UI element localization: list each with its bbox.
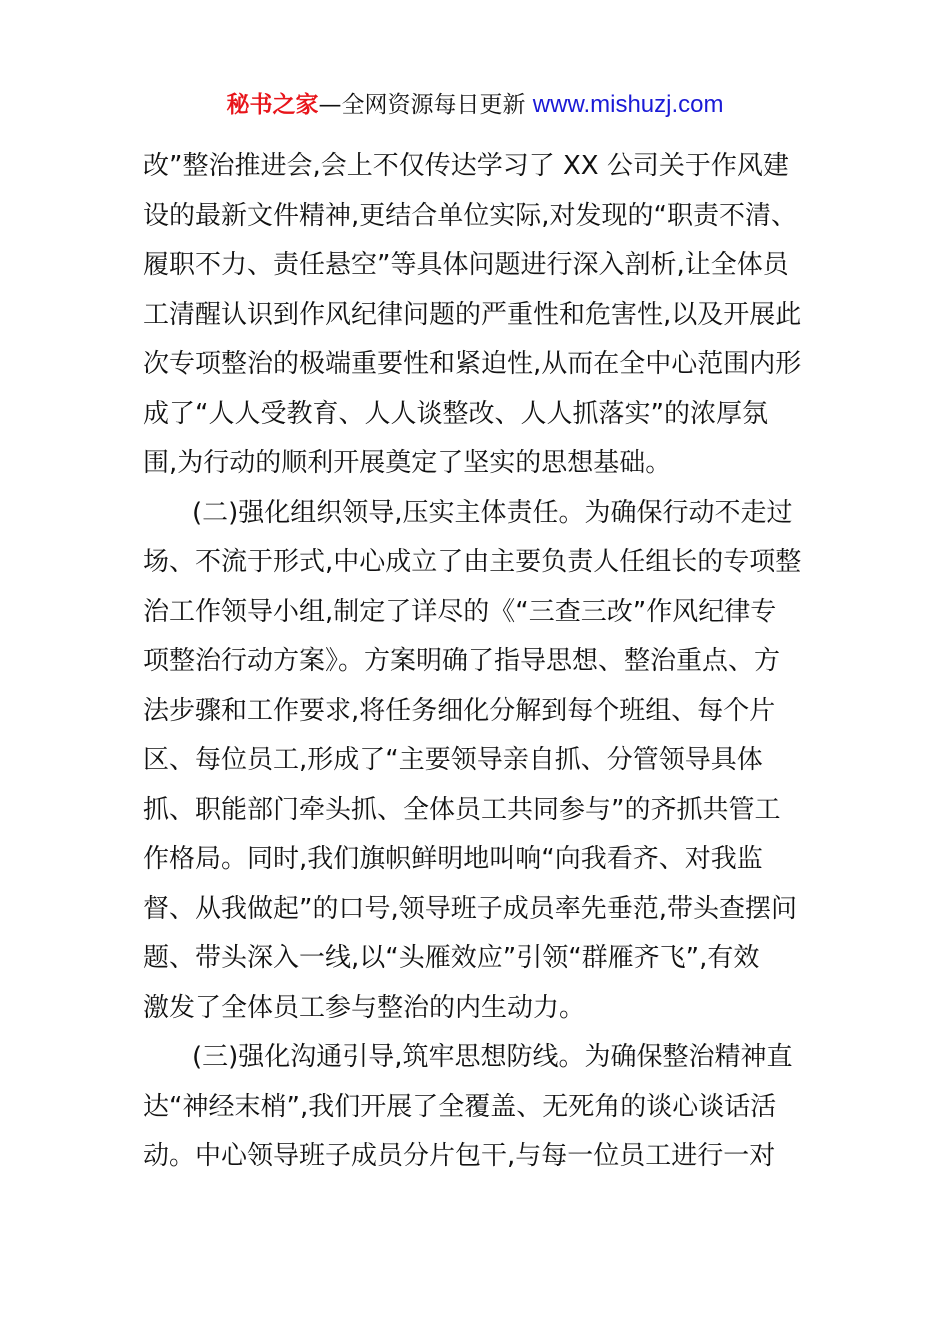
text-line: 达“神经末梢”,我们开展了全覆盖、无死角的谈心谈话活 <box>143 1091 777 1122</box>
text-line: 项整治行动方案》。方案明确了指导思想、整治重点、方 <box>143 646 781 676</box>
text-line: 督、从我做起”的口号,领导班子成员率先垂范,带头查摆问 <box>143 893 797 924</box>
site-url[interactable]: www.mishuzj.com <box>532 91 724 118</box>
document-body <box>143 146 809 1186</box>
text-line: 作格局。同时,我们旗帜鲜明地叫响“向我看齐、对我监 <box>143 844 763 874</box>
text-line: 次专项整治的极端重要性和紧迫性,从而在全中心范围内形 <box>143 349 802 379</box>
text-line: 治工作领导小组,制定了详尽的《“三查三改”作风纪律专 <box>143 596 777 627</box>
text-line: 激发了全体员工参与整治的内生动力。 <box>143 992 586 1023</box>
paragraph-1 <box>143 146 809 493</box>
text-line: 工清醒认识到作风纪律问题的严重性和危害性,以及开展此 <box>143 299 802 330</box>
paragraph-2 <box>143 493 809 1038</box>
text-line: 围,为行动的顺利开展奠定了坚实的思想基础。 <box>143 448 672 478</box>
paragraph-3 <box>143 1037 809 1186</box>
text-line: 法步骤和工作要求,将任务细化分解到每个班组、每个片 <box>143 695 776 726</box>
text-line: 抓、职能部门牵头抓、全体员工共同参与”的齐抓共管工 <box>143 794 781 825</box>
text-line: 成了“人人受教育、人人谈整改、人人抓落实”的浓厚氛 <box>143 398 768 429</box>
text-line: (三)强化沟通引导,筑牢思想防线。为确保整治精神直 <box>192 1042 793 1072</box>
brand-name: 秘书之家 <box>226 92 319 118</box>
text-line: 设的最新文件精神,更结合单位实际,对发现的“职责不清、 <box>143 200 797 231</box>
header-tagline: —全网资源每日更新 <box>318 92 533 118</box>
text-line: 题、带头深入一线,以“头雁效应”引领“群雁齐飞”,有效 <box>143 943 760 973</box>
text-line: 区、每位员工,形成了“主要领导亲自抓、分管领导具体 <box>143 745 763 775</box>
text-line: (二)强化组织领导,压实主体责任。为确保行动不走过 <box>192 497 793 528</box>
text-line: 履职不力、责任悬空”等具体问题进行深入剖析,让全体员 <box>143 250 789 280</box>
text-line: 改”整治推进会,会上不仅传达学习了 XX 公司关于作风建 <box>143 151 789 181</box>
site-header <box>0 88 950 122</box>
text-line: 场、不流于形式,中心成立了由主要负责人任组长的专项整 <box>143 547 802 577</box>
text-line: 动。中心领导班子成员分片包干,与每一位员工进行一对 <box>143 1141 776 1171</box>
